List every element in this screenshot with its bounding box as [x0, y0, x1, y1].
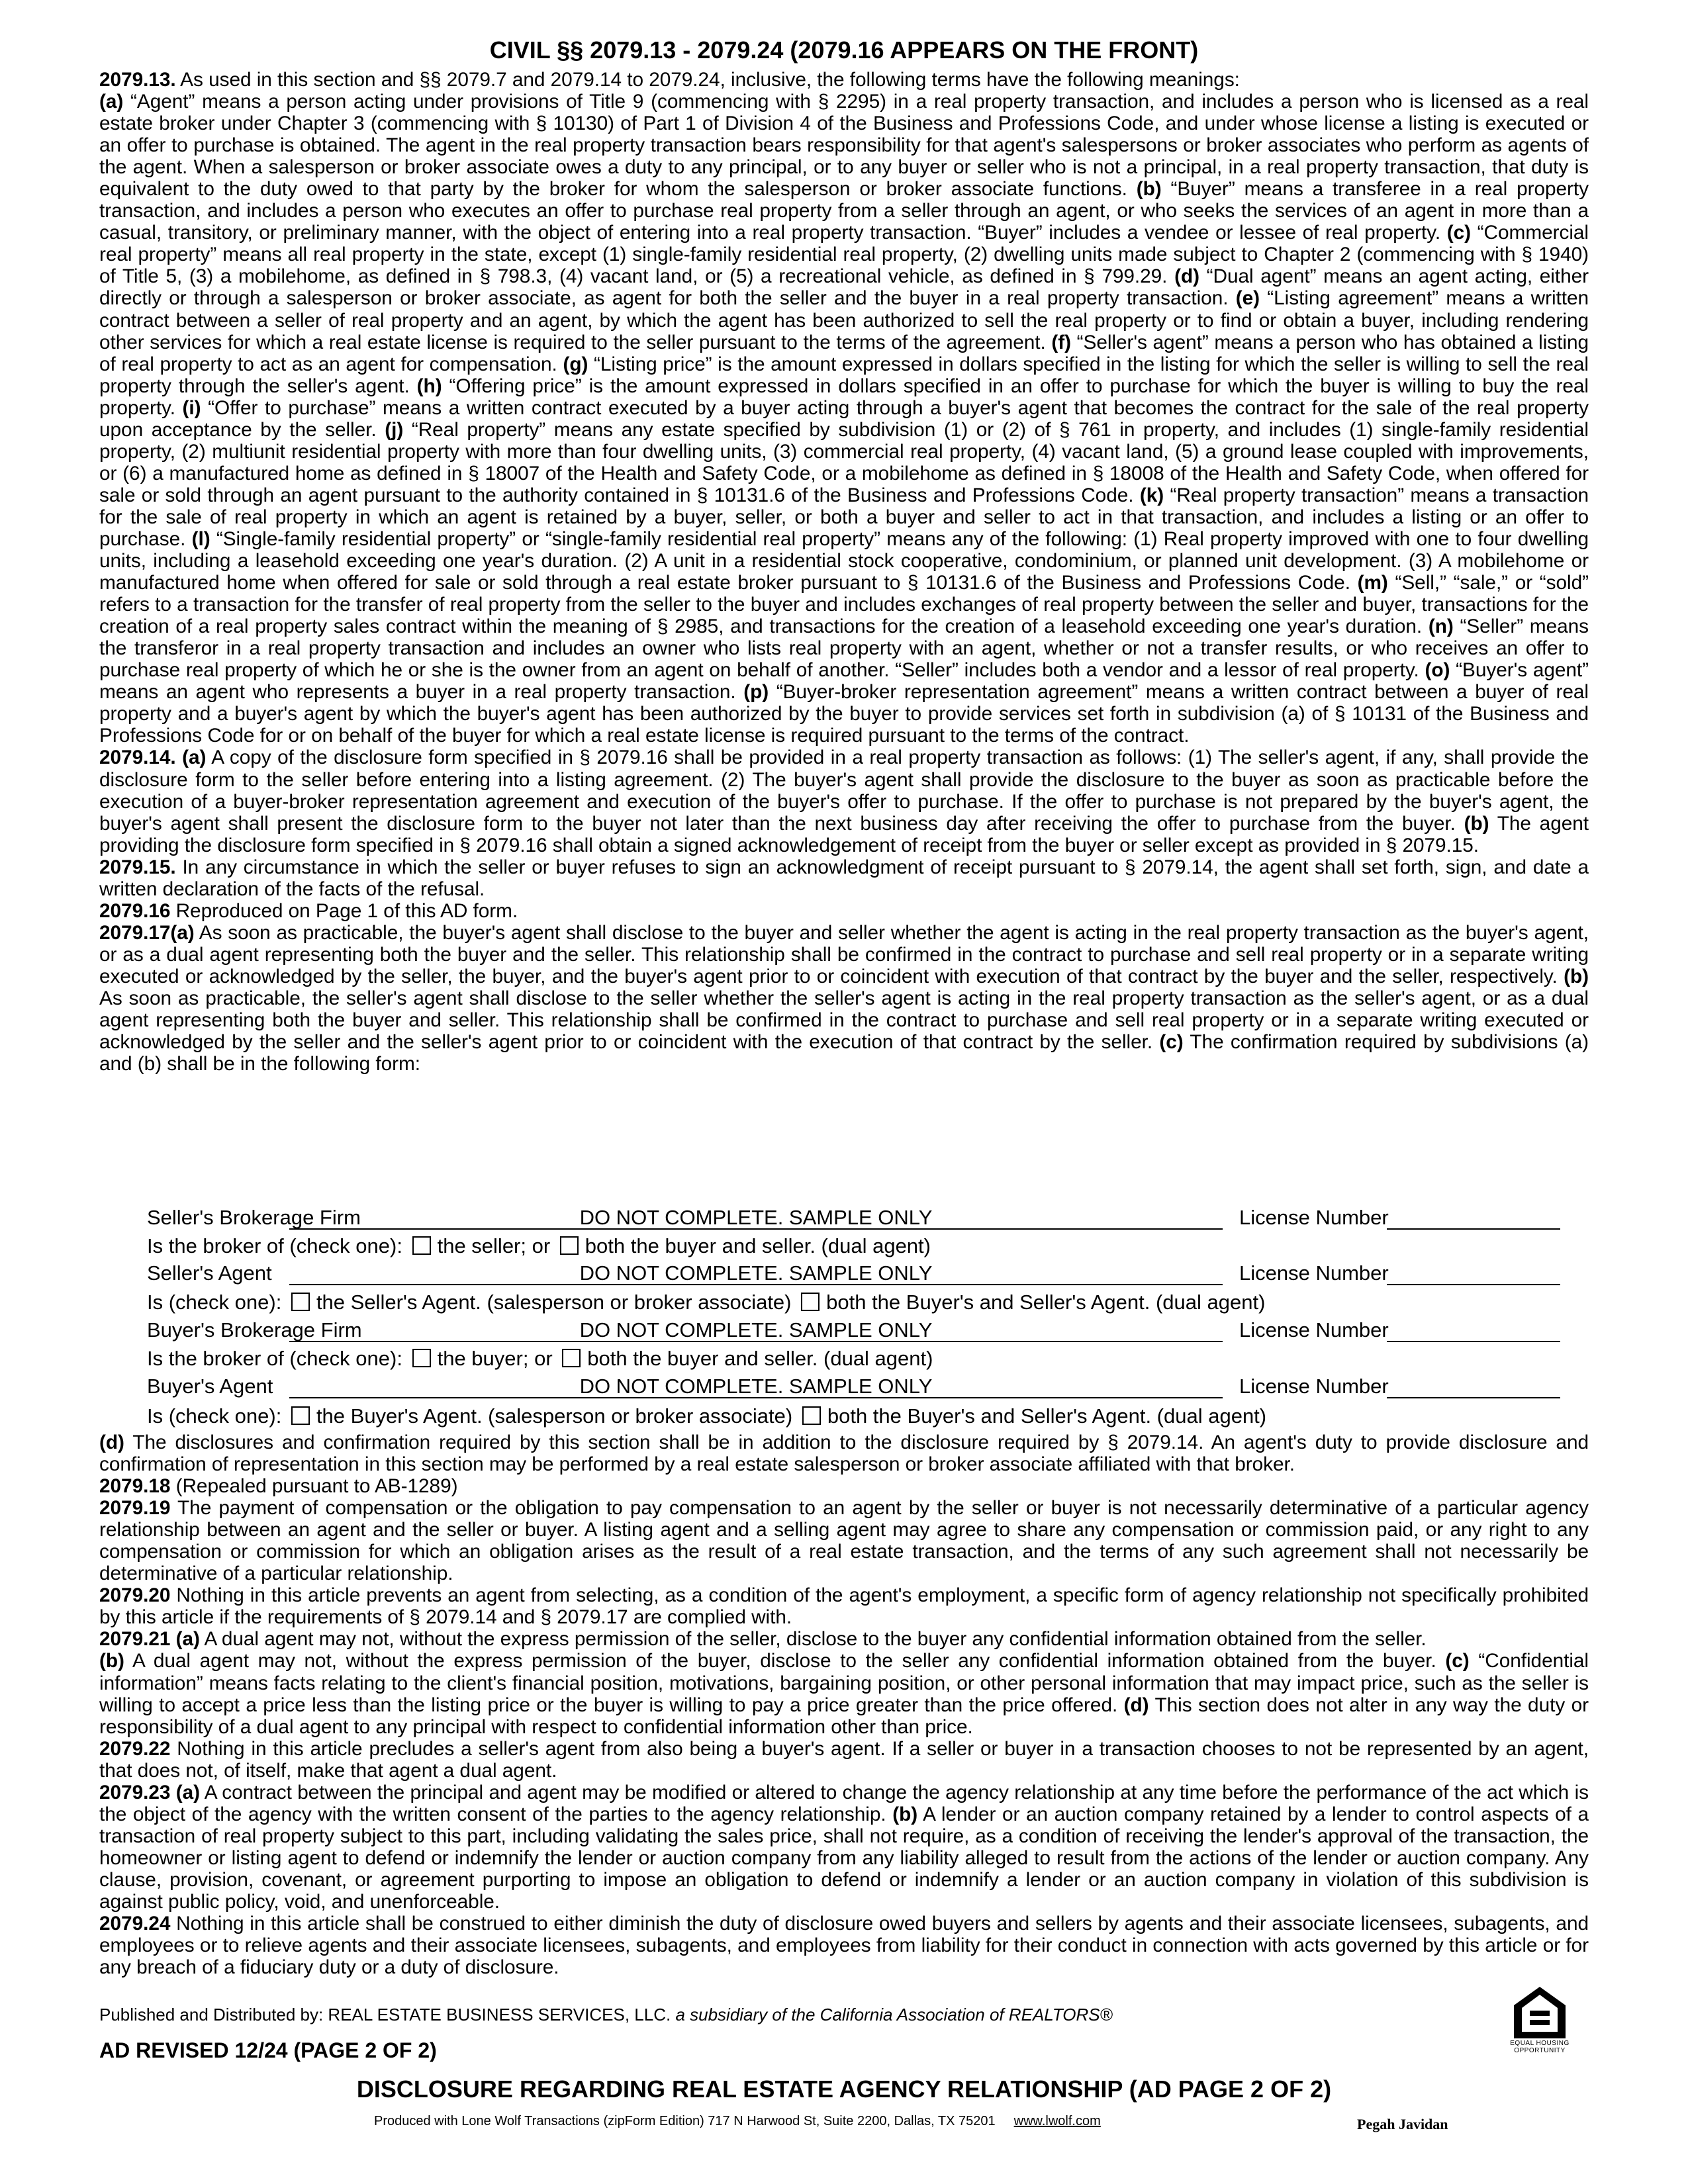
revision-label: AD REVISED 12/24 (PAGE 2 OF 2) — [99, 2038, 437, 2062]
section-number: 2079.24 — [99, 1913, 171, 1935]
license-number-label: License Number — [1239, 1375, 1389, 1398]
checkbox-label: the Seller's Agent. (salesperson or broker associate) — [316, 1291, 792, 1314]
subsection-label: (m) — [1357, 572, 1388, 594]
subsection-text: A dual agent may not, without the express permission of the buyer, disclose to the seller any confidential information obtained from the buyer. — [124, 1650, 1436, 1672]
buyer-broker-check-row — [147, 1345, 933, 1372]
subsection-label: (p) — [743, 681, 769, 704]
subsection-label: (b) — [1464, 812, 1489, 835]
subsection-label: (e) — [1235, 287, 1260, 310]
dual-agent-checkbox[interactable] — [802, 1406, 821, 1425]
subsection-text: “Offer to purchase” means a written contract executed by a buyer acting through a buyer's agent that becomes the contract for the sale of the real property upon acceptance by the seller. — [99, 396, 1589, 441]
legal-text-lower — [99, 1432, 1589, 1978]
legal-text-upper — [99, 69, 1589, 1075]
subsection-text: A contract between the principal and agent may be modified or altered to change the agency relationship at any time before the performance of the act which is the object of the agency with the written consent of the parties to the agency relationship. — [99, 1781, 1589, 1825]
checkbox-label: the Buyer's Agent. (salesperson or broker associate) — [316, 1404, 793, 1428]
subsection-text: “Listing agreement” means a written contract between a seller of real property and an agent, by which the agent has been authorized to sell the real property or to find or obtain a buyer, including rendering other services for which a real estate license is required to the seller pursuant to the terms of the agreement. — [99, 287, 1589, 353]
subsection-label: (a) — [170, 921, 195, 944]
buyer-brokerage-field[interactable]: DO NOT COMPLETE. SAMPLE ONLY — [289, 1317, 1223, 1342]
dual-agent-checkbox[interactable] — [560, 1236, 579, 1255]
license-number-field[interactable] — [1387, 1317, 1560, 1342]
subsection-text: “Seller” means the transferor in a real property transaction and includes an owner who lists real property with an agent, whether or not a transfer results, or who receives an offer to purchase real property of which he or she is the owner from an agent on behalf of another. “Seller” includes both a vendor and a lessor of real property. — [99, 615, 1589, 682]
seller-agent-label: Seller's Agent — [147, 1261, 272, 1285]
subsection-text: “Commercial real property” means all real property in the state, except (1) single-family residential real property, (2) dwelling units made subject to Chapter 2 (commencing with § 1940) of Title 5, (3) a mobilehome, as defined in § 798.3, (4) vacant land, or (5) a recreational vehicle, as defined in § 799.29. — [99, 222, 1589, 288]
subsection-text: A lender or an auction company retained by a lender to control aspects of a transaction of real property subject to this part, including validating the sales price, shall not require, as a condition of receiving the lender's approval of the transaction, the homeowner or listing agent to defend or indemnify the lender or auction company from any liability alleged to result from the actions of the lender or auction company. Any clause, provision, covenant, or agreement purporting to impose an obligation to defend or indemnify a lender or an auction company in violation of this subdivision is against public policy, void, and unenforceable. — [99, 1803, 1589, 1913]
license-number-field[interactable] — [1387, 1205, 1560, 1230]
section-text: (Repealed pursuant to AB-1289) — [170, 1475, 458, 1498]
section-number: 2079.17 — [99, 921, 171, 944]
buyer-agent-label: Buyer's Agent — [147, 1375, 273, 1398]
the-seller-checkbox[interactable] — [412, 1236, 431, 1255]
subsection-label: (b) — [1564, 965, 1589, 987]
section-2079-14 — [99, 747, 1589, 856]
subsection-label: (n) — [1428, 615, 1454, 638]
subsection-label: (j) — [385, 418, 404, 441]
subsection-text: “Sell,” “sale,” or “sold” refers to a transaction for the transfer of real property from the seller to the buyer and includes exchanges of real property between the seller and buyer, transactions for the creation of a real property sales contract within the meaning of § 2985, and transactions for the creation of a leasehold exceeding one year's duration. — [99, 572, 1589, 638]
section-2079-19 — [99, 1497, 1589, 1584]
subsection-text: “Buyer” means a transferee in a real property transaction, and includes a person who executes an offer to purchase real property from a seller through an agent, or who seeks the services of an agent in more than a casual, transitory, or preliminary manner, with the object of entering into a real property transaction. “Buyer” includes a vendee or lessee of real property. — [99, 178, 1589, 244]
dual-agent-checkbox[interactable] — [801, 1293, 820, 1311]
form-title: DISCLOSURE REGARDING REAL ESTATE AGENCY RELATIONSHIP (AD PAGE 2 OF 2) — [356, 2075, 1332, 2103]
buyer-agent-field[interactable]: DO NOT COMPLETE. SAMPLE ONLY — [289, 1373, 1223, 1398]
license-number-label: License Number — [1239, 1318, 1389, 1342]
buyers-agent-checkbox[interactable] — [291, 1406, 310, 1425]
section-2079-21 — [99, 1628, 1589, 1737]
subsection-label: (b) — [99, 1650, 124, 1672]
subsection-label: (d) — [1123, 1694, 1149, 1716]
seller-agent-check-row — [147, 1289, 1265, 1316]
produced-line — [374, 2114, 1101, 2129]
section-text: In any circumstance in which the seller or buyer refuses to sign an acknowledgment of receipt pursuant to § 2079.14, the agent shall set forth, sign, and date a written declaration of the facts of the refusal. — [99, 856, 1589, 900]
subsection-text: “Dual agent” means an agent acting, either directly or through a salesperson or broker associate, as agent for both the seller and the buyer in a real property transaction. — [99, 265, 1589, 310]
seller-agent-field[interactable]: DO NOT COMPLETE. SAMPLE ONLY — [289, 1260, 1223, 1285]
publisher-text: Published and Distributed by: REAL ESTATE BUSINESS SERVICES, LLC. — [99, 2005, 671, 2025]
section-2079-15 — [99, 856, 1589, 900]
subsection-text: The disclosures and confirmation required by this section shall be in addition to the disclosure required by § 2079.14. An agent's duty to provide disclosure and confirmation of representation in this section may be performed by a real estate salesperson or broker associate affiliated with that broker. — [99, 1432, 1589, 1476]
section-text: Nothing in this article prevents an agent from selecting, as a condition of the agent's employment, a specific form of agency relationship not specifically prohibited by this article if the requirements of § 2079.14 and § 2079.17 are complied with. — [99, 1584, 1589, 1629]
section-number: 2079.13. — [99, 69, 176, 91]
section-number: 2079.19 — [99, 1497, 171, 1520]
license-number-label: License Number — [1239, 1261, 1389, 1285]
section-2079-17 — [99, 922, 1589, 1075]
seller-brokerage-label: Seller's Brokerage Firm — [147, 1206, 361, 1229]
section-text: Nothing in this article shall be construed to either diminish the duty of disclosure owed buyers and sellers by agents and their associate licensees, subagents, and employees or to relieve agents and their associate licensees, subagents, and employees from liability for their conduct in connection with acts governed by this article or for any breach of a fiduciary duty or a duty of disclosure. — [99, 1913, 1589, 1979]
section-number: 2079.14. — [99, 747, 176, 769]
subsection-text: As soon as practicable, the seller's agent shall disclose to the seller whether the seller's agent is acting in the real property transaction as the seller's agent, or as a dual agent representing both the buyer and seller. This relationship shall be confirmed in the contract to purchase and sell real property or in a separate writing executed or acknowledged by the seller and the seller's agent prior to or coincident with the execution of that contract by the seller. — [99, 987, 1589, 1054]
section-number: 2079.16 — [99, 899, 171, 922]
section-text: Reproduced on Page 1 of this AD form. — [170, 899, 518, 922]
subsection-text: The confirmation required by subdivisions (a) and (b) shall be in the following form: — [99, 1031, 1589, 1075]
equal-housing-text: EQUAL HOUSING OPPORTUNITY — [1510, 2040, 1570, 2054]
license-number-field[interactable] — [1387, 1373, 1560, 1398]
buyer-brokerage-label: Buyer's Brokerage Firm — [147, 1318, 362, 1342]
check-question: Is (check one): — [147, 1404, 282, 1428]
page-title: CIVIL §§ 2079.13 - 2079.24 (2079.16 APPEARS ON THE FRONT) — [489, 36, 1199, 64]
section-2079-22 — [99, 1738, 1589, 1782]
subsection-label: (d) — [99, 1432, 124, 1453]
section-2079-20 — [99, 1584, 1589, 1628]
equal-housing-icon — [1513, 1985, 1567, 2040]
check-question: Is the broker of (check one): — [147, 1234, 402, 1257]
subsection-label: (a) — [170, 1781, 200, 1803]
produced-text: Produced with Lone Wolf Transactions (zipForm Edition) 717 N Harwood St, Suite 2200, Dallas, TX 75201 — [374, 2114, 996, 2128]
subsection-label: (b) — [892, 1803, 918, 1825]
buyer-agent-check-row — [147, 1403, 1266, 1430]
subsection-text: “Agent” means a person acting under provisions of Title 9 (commencing with § 2295) in a real property transaction, and includes a person who is licensed as a real estate broker under Chapter 3 (commencing with § 10130) of Part 1 of Division 4 of the Business and Professions Code, and under whose license a listing is executed or an offer to purchase is obtained. The agent in the real property transaction bears responsibility for that agent's salespersons or broker associates who perform as agents of the agent. When a salesperson or broker associate owes a duty to any principal, or to any buyer or seller who is not a principal, in a real property transaction, that duty is equivalent to the duty owed to that party by the broker for whom the salesperson or broker associate functions. — [99, 91, 1589, 201]
lwolf-link[interactable]: www.lwolf.com — [1013, 2114, 1101, 2128]
section-number: 2079.18 — [99, 1475, 171, 1498]
subsection-label: (a) — [99, 91, 124, 113]
signer-name: Pegah Javidan — [1357, 2116, 1448, 2132]
subsection-label: (c) — [1159, 1031, 1184, 1054]
publisher-line — [99, 2005, 1113, 2025]
subsection-text: “Confidential information” means facts relating to the client's financial position, motivations, bargaining position, or other personal information that may impact price, such as the seller is willing to accept a price less than the listing price or the buyer is willing to pay a price greater than the price offered. — [99, 1650, 1589, 1716]
checkbox-label: the buyer; or — [437, 1347, 553, 1370]
the-buyer-checkbox[interactable] — [412, 1349, 431, 1367]
section-text: As used in this section and §§ 2079.7 and 2079.14 to 2079.24, inclusive, the following terms have the following meanings: — [175, 69, 1240, 91]
subsection-text: “Buyer-broker representation agreement” means a written contract between a buyer of real property and a buyer's agent by which the buyer's agent has been authorized by the buyer to provide services set forth in subdivision (a) of § 10131 of the Business and Professions Code for or on behalf of the buyer for which a real estate license is required pursuant to the terms of the contract. — [99, 681, 1589, 747]
subsection-text: “Listing price” is the amount expressed in dollars specified in the listing for which the seller is willing to sell the real property through the seller's agent. — [99, 353, 1589, 397]
license-number-field[interactable] — [1387, 1260, 1560, 1285]
subsection-text: “Real property transaction” means a transaction for the sale of real property in which an agent is retained by a buyer, seller, or both a buyer and seller to act in that transaction, and includes a listing or an offer to purchase. — [99, 484, 1589, 550]
subsection-text: “Seller's agent” means a person who has obtained a listing of real property to act as an agent for compensation. — [99, 331, 1589, 375]
section-number: 2079.21 — [99, 1628, 171, 1651]
section-text: Nothing in this article precludes a seller's agent from also being a buyer's agent. If a seller or buyer in a transaction chooses to not be represented by an agent, that does not, of itself, make that agent a dual agent. — [99, 1737, 1589, 1782]
seller-broker-check-row — [147, 1233, 931, 1259]
checkbox-label: both the Buyer's and Seller's Agent. (dual agent) — [827, 1404, 1267, 1428]
subsection-text: “Real property” means any estate specified by subdivision (1) or (2) of § 761 in property, and includes (1) single-family residential property, (2) multiunit residential property with more than four dwelling units, (3) commercial real property, (4) vacant land, (5) a ground lease coupled with improvements, or (6) a manufactured home as defined in § 18007 of the Health and Safety Code, or a mobilehome as defined in § 18008 of the Health and Safety Code, when offered for sale or sold through an agent pursuant to the authority contained in § 10131.6 of the Business and Professions Code. — [99, 418, 1589, 506]
section-text: The payment of compensation or the obligation to pay compensation to an agent by the seller or buyer is not necessarily determinative of a particular agency relationship between an agent and the seller or buyer. A listing agent and a selling agent may agree to share any compensation or commission paid, or any right to any compensation or commission for which an obligation arises as the result of a real estate transaction, and the terms of any such agreement shall not necessarily be determinative of a particular relationship. — [99, 1497, 1589, 1585]
dual-agent-checkbox[interactable] — [562, 1349, 581, 1367]
subsection-label: (i) — [182, 396, 201, 419]
section-number: 2079.23 — [99, 1781, 171, 1803]
section-2079-18 — [99, 1475, 1589, 1497]
section-2079-16 — [99, 900, 1589, 922]
section-number: 2079.15. — [99, 856, 176, 878]
checkbox-label: both the Buyer's and Seller's Agent. (dual agent) — [826, 1291, 1266, 1314]
subsection-label: (f) — [1051, 331, 1072, 353]
section-2079-23 — [99, 1782, 1589, 1913]
section-number: 2079.20 — [99, 1584, 171, 1607]
checkbox-label: the seller; or — [437, 1234, 551, 1257]
subsection-text: “Single-family residential property” or “single-family residential real property” means any of the following: (1) Real property improved with one to four dwelling units, including a leasehold exceeding one year's duration. (2) A unit in a residential stock cooperative, condominium, or planned unit development. (3) A mobilehome or manufactured home when offered for sale or sold through a real estate broker pursuant to § 10131.6 of the Business and Professions Code. — [99, 527, 1589, 594]
section-2079-13 — [99, 69, 1589, 747]
subsection-label: (a) — [170, 1628, 200, 1651]
subsection-text: The agent providing the disclosure form specified in § 2079.16 shall obtain a signed acknowledgement of receipt from the buyer or seller except as provided in § 2079.15. — [99, 812, 1589, 856]
subsection-label: (c) — [1445, 1650, 1470, 1672]
license-number-label: License Number — [1239, 1206, 1389, 1229]
subsection-label: (o) — [1425, 659, 1450, 682]
subsection-label: (a) — [175, 747, 207, 769]
checkbox-label: both the buyer and seller. (dual agent) — [587, 1347, 933, 1370]
section-2079-17-d — [99, 1432, 1589, 1475]
subsection-text: As soon as practicable, the buyer's agent shall disclose to the buyer and seller whether the agent is acting in the real property transaction as the buyer's agent, or as a dual agent representing both the buyer and the seller. This relationship shall be confirmed in the contract to purchase and sell real property or in a separate writing executed or acknowledged by the seller, the buyer, and the buyer's agent prior to or coincident with execution of that contract by the buyer and the seller, respectively. — [99, 921, 1589, 987]
subsection-text: “Offering price” is the amount expressed in dollars specified in an offer to purchase for which the buyer is willing to buy the real property. — [99, 375, 1589, 419]
subsection-text: “Buyer's agent” means an agent who represents a buyer in a real property transaction. — [99, 659, 1589, 704]
subsection-label: (k) — [1139, 484, 1164, 506]
subsection-label: (h) — [416, 375, 442, 397]
subsection-text: A copy of the disclosure form specified in § 2079.16 shall be provided in a real property transaction as follows: (1) The seller's agent, if any, shall provide the disclosure form to the seller before entering into a listing agreement. (2) The buyer's agent shall provide the disclosure to the buyer as soon as practicable before the execution of a buyer-broker representation agreement and execution of the buyer's offer to purchase. If the offer to purchase is not prepared by the buyer's agent, the buyer's agent shall present the disclosure form to the buyer not later than the next business day after receiving the offer to purchase from the buyer. — [99, 747, 1589, 835]
checkbox-label: both the buyer and seller. (dual agent) — [585, 1234, 931, 1257]
subsection-label: (b) — [1136, 178, 1162, 201]
section-number: 2079.22 — [99, 1737, 171, 1760]
check-question: Is (check one): — [147, 1291, 282, 1314]
subsection-label: (l) — [191, 527, 211, 550]
subsection-label: (c) — [1446, 222, 1472, 244]
subsection-text: This section does not alter in any way the duty or responsibility of a dual agent to any principal with respect to confidential information other than price. — [99, 1694, 1589, 1738]
section-2079-24 — [99, 1913, 1589, 1978]
sellers-agent-checkbox[interactable] — [291, 1293, 310, 1311]
subsection-label: (g) — [563, 353, 588, 375]
seller-brokerage-field[interactable]: DO NOT COMPLETE. SAMPLE ONLY — [289, 1205, 1223, 1230]
subsection-text: A dual agent may not, without the express permission of the seller, disclose to the buyer any confidential information obtained from the seller. — [199, 1628, 1427, 1651]
publisher-subsidiary: a subsidiary of the California Association of REALTORS® — [675, 2005, 1113, 2025]
equal-housing-logo — [1507, 1985, 1573, 2065]
subsection-label: (d) — [1174, 265, 1199, 288]
check-question: Is the broker of (check one): — [147, 1347, 402, 1370]
